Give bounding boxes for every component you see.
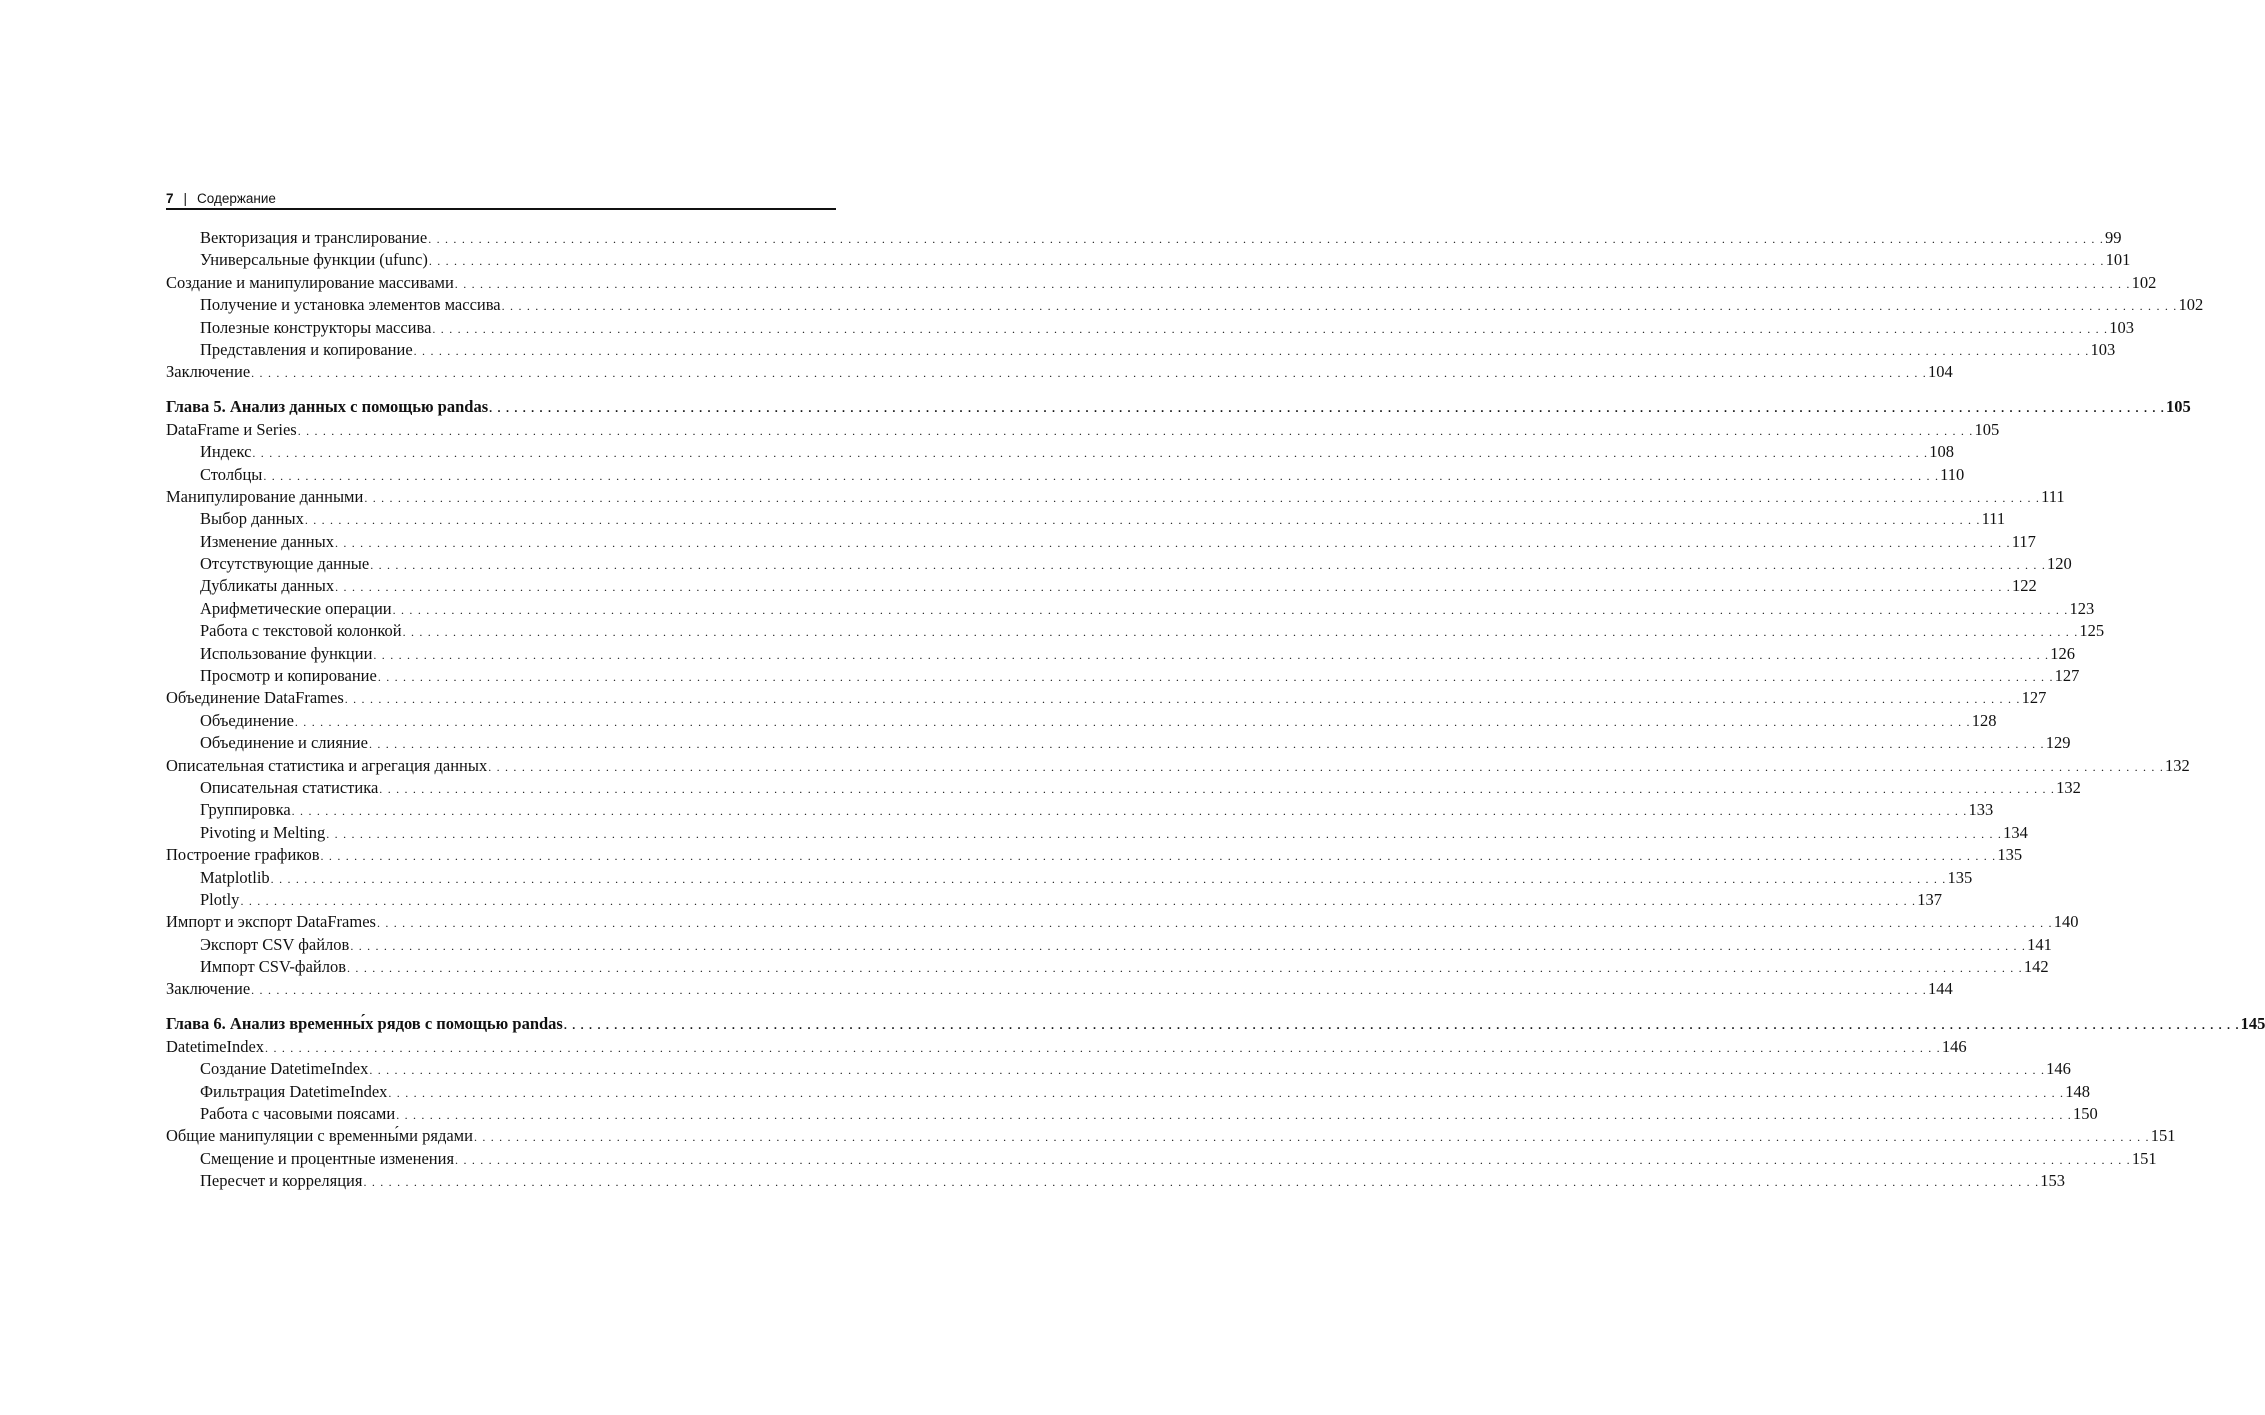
dot-leader: . . . . . . . . . . . . . . . . . . . . . . . . . . . . . . . . . . . . . . . . . . . . . . . . . . . . . . . . . . . . . . . . . . . . . . . . . . . . . . . . . . . . . . . . . . . . . . . . . . . . . . . . . . . . . . . . . . . . . . . . . . . . . . . . . . . . . . . . . . . . . . . . . . . . . . . . . . . . . . . . . . . . . . . . . . . . . . . . . . . . . . . . . . . . . . . . . . . . . . . . <box>347 961 2023 976</box>
toc-entry[interactable] <box>166 620 2105 642</box>
toc-entry[interactable] <box>166 419 2000 441</box>
dot-leader: . . . . . . . . . . . . . . . . . . . . . . . . . . . . . . . . . . . . . . . . . . . . . . . . . . . . . . . . . . . . . . . . . . . . . . . . . . . . . . . . . . . . . . . . . . . . . . . . . . . . . . . . . . . . . . . . . . . . . . . . . . . . . . . . . . . . . . . . . . . . . . . . . . . . . . . . . . . . . . . . . . . . . . . . . . . . . . . . . . . . . . . . . . . . . . . . . . . . . . . . <box>563 1018 2240 1033</box>
toc-entry[interactable] <box>166 777 2081 799</box>
toc-entry-page: 129 <box>2045 733 2071 753</box>
toc-entry[interactable] <box>166 531 2036 553</box>
toc-entry[interactable] <box>166 844 2023 866</box>
toc-entry-title: Заключение <box>166 979 251 999</box>
toc-entry-page: 101 <box>2105 250 2131 270</box>
toc-entry-title: Получение и установка элементов массива <box>200 295 501 315</box>
toc-entry[interactable] <box>166 1081 2090 1103</box>
toc-entry[interactable] <box>166 867 1973 889</box>
toc-entry-page: 137 <box>1917 889 1942 909</box>
toc-entry-title: Полезные конструкторы массива <box>200 317 432 337</box>
toc-entry-page: 144 <box>1927 979 1953 999</box>
toc-entry-page: 117 <box>2011 531 2036 551</box>
toc-entry-page: 126 <box>2050 643 2075 663</box>
toc-entry-page: 133 <box>1968 800 1994 820</box>
toc-entry-title: Дубликаты данных <box>200 576 335 596</box>
toc-entry[interactable] <box>166 687 2047 709</box>
toc-entry[interactable] <box>166 294 2204 316</box>
toc-entry-title: Общие манипуляции с временны́ми рядами <box>166 1126 473 1146</box>
toc-entry-page: 132 <box>2056 777 2081 797</box>
toc-entry-title: Арифметические операции <box>200 598 392 618</box>
toc-entry-title: Создание DatetimeIndex <box>200 1059 369 1079</box>
toc-entry-page: 146 <box>1941 1036 1967 1056</box>
toc-entry[interactable] <box>166 911 2079 933</box>
toc-entry[interactable] <box>166 227 2122 249</box>
toc-entry-page: 111 <box>2041 486 2065 506</box>
toc-entry-title: Индекс <box>200 442 252 462</box>
toc-entry[interactable] <box>166 1058 2071 1080</box>
toc-entry[interactable] <box>166 978 1953 1000</box>
dot-leader: . . . . . . . . . . . . . . . . . . . . . . . . . . . . . . . . . . . . . . . . . . . . . . . . . . . . . . . . . . . . . . . . . . . . . . . . . . . . . . . . . . . . . . . . . . . . . . . . . . . . . . . . . . . . . . . . . . . . . . . . . . . . . . . . . . . . . . . . . . . . . . . . . . . . . . . . . . . . . . . . . . . . . . . . . . . . . . . . . . . . . . . . . . . . . . . . . . . . . . . . <box>489 401 2165 416</box>
dot-leader: . . . . . . . . . . . . . . . . . . . . . . . . . . . . . . . . . . . . . . . . . . . . . . . . . . . . . . . . . . . . . . . . . . . . . . . . . . . . . . . . . . . . . . . . . . . . . . . . . . . . . . . . . . . . . . . . . . . . . . . . . . . . . . . . . . . . . . . . . . . . . . . . . . . . . . . . . . . . . . . . . . . . . . . . . . . . . . . . . . . . . . . . . . . . . . . . . . . . . . . . <box>326 826 2003 841</box>
toc-entry-title: Экспорт CSV файлов <box>200 934 350 954</box>
toc-entry-page: 134 <box>2003 822 2028 842</box>
toc-entry-page: 145 <box>2240 1014 2265 1034</box>
toc-entry-title: Манипулирование данными <box>166 486 364 506</box>
toc-entry-title: Описательная статистика и агрегация данных <box>166 755 488 775</box>
toc-entry[interactable] <box>166 339 2116 361</box>
toc-entry-page: 99 <box>2105 228 2122 247</box>
toc-entry-title: DataFrame и Series <box>166 419 297 439</box>
toc-entry-title: Работа с часовыми поясами <box>200 1104 396 1124</box>
toc-entry[interactable] <box>166 508 2006 530</box>
dot-leader: . . . . . . . . . . . . . . . . . . . . . . . . . . . . . . . . . . . . . . . . . . . . . . . . . . . . . . . . . . . . . . . . . . . . . . . . . . . . . . . . . . . . . . . . . . . . . . . . . . . . . . . . . . . . . . . . . . . . . . . . . . . . . . . . . . . . . . . . . . . . . . . . . . . . . . . . . . . . . . . . . . . . . . . . . . . . . . . . . . . . . . . . . . . . . . . . . . . . . . . . <box>334 535 2011 550</box>
toc-entry-title: Объединение <box>200 710 294 730</box>
dot-leader: . . . . . . . . . . . . . . . . . . . . . . . . . . . . . . . . . . . . . . . . . . . . . . . . . . . . . . . . . . . . . . . . . . . . . . . . . . . . . . . . . . . . . . . . . . . . . . . . . . . . . . . . . . . . . . . . . . . . . . . . . . . . . . . . . . . . . . . . . . . . . . . . . . . . . . . . . . . . . . . . . . . . . . . . . . . . . . . . . . . . . . . . . . . . . . . . . . . . . . . . <box>370 558 2047 573</box>
dot-leader: . . . . . . . . . . . . . . . . . . . . . . . . . . . . . . . . . . . . . . . . . . . . . . . . . . . . . . . . . . . . . . . . . . . . . . . . . . . . . . . . . . . . . . . . . . . . . . . . . . . . . . . . . . . . . . . . . . . . . . . . . . . . . . . . . . . . . . . . . . . . . . . . . . . . . . . . . . . . . . . . . . . . . . . . . . . . . . . . . . . . . . . . . . . . . . . . . . . . . . . . <box>402 625 2079 640</box>
header-separator: | <box>183 190 188 206</box>
dot-leader: . . . . . . . . . . . . . . . . . . . . . . . . . . . . . . . . . . . . . . . . . . . . . . . . . . . . . . . . . . . . . . . . . . . . . . . . . . . . . . . . . . . . . . . . . . . . . . . . . . . . . . . . . . . . . . . . . . . . . . . . . . . . . . . . . . . . . . . . . . . . . . . . . . . . . . . . . . . . . . . . . . . . . . . . . . . . . . . . . . . . . . . . . . . . . . . . . . . . . . . . <box>392 602 2069 617</box>
toc-entry-page: 151 <box>2150 1126 2176 1146</box>
toc-entry-title: Представления и копирование <box>200 339 413 359</box>
dot-leader: . . . . . . . . . . . . . . . . . . . . . . . . . . . . . . . . . . . . . . . . . . . . . . . . . . . . . . . . . . . . . . . . . . . . . . . . . . . . . . . . . . . . . . . . . . . . . . . . . . . . . . . . . . . . . . . . . . . . . . . . . . . . . . . . . . . . . . . . . . . . . . . . . . . . . . . . . . . . . . . . . . . . . . . . . . . . . . . . . . . . . . . . . . . . . . . . . . . . . . . . <box>396 1108 2072 1123</box>
toc-entry-page: 127 <box>2054 666 2080 686</box>
toc-entry[interactable] <box>166 710 1997 732</box>
dot-leader: . . . . . . . . . . . . . . . . . . . . . . . . . . . . . . . . . . . . . . . . . . . . . . . . . . . . . . . . . . . . . . . . . . . . . . . . . . . . . . . . . . . . . . . . . . . . . . . . . . . . . . . . . . . . . . . . . . . . . . . . . . . . . . . . . . . . . . . . . . . . . . . . . . . . . . . . . . . . . . . . . . . . . . . . . . . . . . . . . . . . . . . . . . . . . . . . . . . . . . . . <box>335 580 2011 595</box>
dot-leader: . . . . . . . . . . . . . . . . . . . . . . . . . . . . . . . . . . . . . . . . . . . . . . . . . . . . . . . . . . . . . . . . . . . . . . . . . . . . . . . . . . . . . . . . . . . . . . . . . . . . . . . . . . . . . . . . . . . . . . . . . . . . . . . . . . . . . . . . . . . . . . . . . . . . . . . . . . . . . . . . . . . . . . . . . . . . . . . . . . . . . . . . . . . . . . . . . . . . . . . . <box>297 423 1974 438</box>
toc-entry-page: 108 <box>1929 442 1954 462</box>
dot-leader: . . . . . . . . . . . . . . . . . . . . . . . . . . . . . . . . . . . . . . . . . . . . . . . . . . . . . . . . . . . . . . . . . . . . . . . . . . . . . . . . . . . . . . . . . . . . . . . . . . . . . . . . . . . . . . . . . . . . . . . . . . . . . . . . . . . . . . . . . . . . . . . . . . . . . . . . . . . . . . . . . . . . . . . . . . . . . . . . . . . . . . . . . . . . . . . . . . . . . . . . <box>376 916 2053 931</box>
dot-leader: . . . . . . . . . . . . . . . . . . . . . . . . . . . . . . . . . . . . . . . . . . . . . . . . . . . . . . . . . . . . . . . . . . . . . . . . . . . . . . . . . . . . . . . . . . . . . . . . . . . . . . . . . . . . . . . . . . . . . . . . . . . . . . . . . . . . . . . . . . . . . . . . . . . . . . . . . . . . . . . . . . . . . . . . . . . . . . . . . . . . . . . . . . . . . . . . . . . . . . . . <box>379 781 2056 796</box>
toc-entry-title: Изменение данных <box>200 531 334 551</box>
toc-entry-title: Глава 5. Анализ данных с помощью pandas <box>166 397 489 417</box>
toc-entry[interactable] <box>166 822 2028 844</box>
dot-leader: . . . . . . . . . . . . . . . . . . . . . . . . . . . . . . . . . . . . . . . . . . . . . . . . . . . . . . . . . . . . . . . . . . . . . . . . . . . . . . . . . . . . . . . . . . . . . . . . . . . . . . . . . . . . . . . . . . . . . . . . . . . . . . . . . . . . . . . . . . . . . . . . . . . . . . . . . . . . . . . . . . . . . . . . . . . . . . . . . . . . . . . . . . . . . . . . . . . . . . . . <box>488 759 2165 774</box>
toc-entry[interactable] <box>166 1103 2098 1125</box>
toc-entry[interactable] <box>166 732 2071 754</box>
toc-entry-page: 142 <box>2023 957 2049 977</box>
dot-leader: . . . . . . . . . . . . . . . . . . . . . . . . . . . . . . . . . . . . . . . . . . . . . . . . . . . . . . . . . . . . . . . . . . . . . . . . . . . . . . . . . . . . . . . . . . . . . . . . . . . . . . . . . . . . . . . . . . . . . . . . . . . . . . . . . . . . . . . . . . . . . . . . . . . . . . . . . . . . . . . . . . . . . . . . . . . . . . . . . . . . . . . . . . . . . . . . . . . . . . . . <box>320 849 1997 864</box>
toc-entry-page: 148 <box>2065 1081 2090 1101</box>
toc-entry-title: Векторизация и транслирование <box>200 228 428 247</box>
toc-entry-title: Заключение <box>166 362 251 382</box>
toc-entry-page: 135 <box>1947 867 1973 887</box>
toc-entry-page: 140 <box>2053 912 2079 932</box>
dot-leader: . . . . . . . . . . . . . . . . . . . . . . . . . . . . . . . . . . . . . . . . . . . . . . . . . . . . . . . . . . . . . . . . . . . . . . . . . . . . . . . . . . . . . . . . . . . . . . . . . . . . . . . . . . . . . . . . . . . . . . . . . . . . . . . . . . . . . . . . . . . . . . . . . . . . . . . . . . . . . . . . . . . . . . . . . . . . . . . . . . . . . . . . . . . . . . . . . . . . . . . . <box>304 513 1981 528</box>
toc-entry-page: 135 <box>1997 845 2023 865</box>
toc-entry-page: 146 <box>2046 1059 2071 1079</box>
dot-leader: . . . . . . . . . . . . . . . . . . . . . . . . . . . . . . . . . . . . . . . . . . . . . . . . . . . . . . . . . . . . . . . . . . . . . . . . . . . . . . . . . . . . . . . . . . . . . . . . . . . . . . . . . . . . . . . . . . . . . . . . . . . . . . . . . . . . . . . . . . . . . . . . . . . . . . . . . . . . . . . . . . . . . . . . . . . . . . . . . . . . . . . . . . . . . . . . . . . . . . . . <box>454 276 2131 291</box>
toc-entry-page: 105 <box>2165 397 2191 417</box>
toc-entry[interactable] <box>166 272 2157 294</box>
toc-entry-title: Объединение DataFrames <box>166 688 344 708</box>
toc-entry-title: Группировка <box>200 800 291 820</box>
dot-leader: . . . . . . . . . . . . . . . . . . . . . . . . . . . . . . . . . . . . . . . . . . . . . . . . . . . . . . . . . . . . . . . . . . . . . . . . . . . . . . . . . . . . . . . . . . . . . . . . . . . . . . . . . . . . . . . . . . . . . . . . . . . . . . . . . . . . . . . . . . . . . . . . . . . . . . . . . . . . . . . . . . . . . . . . . . . . . . . . . . . . . . . . . . . . . . . . . . . . . . . . <box>252 446 1929 461</box>
toc-entry[interactable] <box>166 1036 1967 1058</box>
toc-entry-page: 102 <box>2178 295 2204 315</box>
toc-entry-page: 132 <box>2165 755 2190 775</box>
toc-entry-title: Импорт CSV-файлов <box>200 957 347 977</box>
toc-entry-title: Смещение и процентные изменения <box>200 1148 455 1168</box>
toc-entry-page: 127 <box>2021 688 2047 708</box>
toc-entry-title: Построение графиков <box>166 845 320 865</box>
dot-leader: . . . . . . . . . . . . . . . . . . . . . . . . . . . . . . . . . . . . . . . . . . . . . . . . . . . . . . . . . . . . . . . . . . . . . . . . . . . . . . . . . . . . . . . . . . . . . . . . . . . . . . . . . . . . . . . . . . . . . . . . . . . . . . . . . . . . . . . . . . . . . . . . . . . . . . . . . . . . . . . . . . . . . . . . . . . . . . . . . . . . . . . . . . . . . . . . . . . . . . . . <box>363 1175 2040 1190</box>
dot-leader: . . . . . . . . . . . . . . . . . . . . . . . . . . . . . . . . . . . . . . . . . . . . . . . . . . . . . . . . . . . . . . . . . . . . . . . . . . . . . . . . . . . . . . . . . . . . . . . . . . . . . . . . . . . . . . . . . . . . . . . . . . . . . . . . . . . . . . . . . . . . . . . . . . . . . . . . . . . . . . . . . . . . . . . . . . . . . . . . . . . . . . . . . . . . . . . . . . . . . . . . <box>251 366 1927 381</box>
toc-entry-title: Выбор данных <box>200 509 304 529</box>
toc-entry[interactable] <box>166 486 2065 508</box>
toc-entry[interactable] <box>166 889 1942 911</box>
table-of-contents <box>166 227 2265 1193</box>
toc-entry-page: 141 <box>2027 934 2052 954</box>
toc-entry-title: Matplotlib <box>200 867 270 887</box>
dot-leader: . . . . . . . . . . . . . . . . . . . . . . . . . . . . . . . . . . . . . . . . . . . . . . . . . . . . . . . . . . . . . . . . . . . . . . . . . . . . . . . . . . . . . . . . . . . . . . . . . . . . . . . . . . . . . . . . . . . . . . . . . . . . . . . . . . . . . . . . . . . . . . . . . . . . . . . . . . . . . . . . . . . . . . . . . . . . . . . . . . . . . . . . . . . . . . . . . . . . . . . . <box>428 232 2105 246</box>
toc-entry-title: Универсальные функции (ufunc) <box>200 250 428 270</box>
dot-leader: . . . . . . . . . . . . . . . . . . . . . . . . . . . . . . . . . . . . . . . . . . . . . . . . . . . . . . . . . . . . . . . . . . . . . . . . . . . . . . . . . . . . . . . . . . . . . . . . . . . . . . . . . . . . . . . . . . . . . . . . . . . . . . . . . . . . . . . . . . . . . . . . . . . . . . . . . . . . . . . . . . . . . . . . . . . . . . . . . . . . . . . . . . . . . . . . . . . . . . . . <box>377 670 2054 685</box>
dot-leader: . . . . . . . . . . . . . . . . . . . . . . . . . . . . . . . . . . . . . . . . . . . . . . . . . . . . . . . . . . . . . . . . . . . . . . . . . . . . . . . . . . . . . . . . . . . . . . . . . . . . . . . . . . . . . . . . . . . . . . . . . . . . . . . . . . . . . . . . . . . . . . . . . . . . . . . . . . . . . . . . . . . . . . . . . . . . . . . . . . . . . . . . . . . . . . . . . . . . . . . . <box>344 692 2021 707</box>
toc-entry[interactable] <box>166 934 2052 956</box>
header-title: Содержание <box>197 190 276 206</box>
toc-entry[interactable] <box>166 553 2072 575</box>
toc-entry-title: Описательная статистика <box>200 777 379 797</box>
toc-entry[interactable] <box>166 575 2037 597</box>
dot-leader: . . . . . . . . . . . . . . . . . . . . . . . . . . . . . . . . . . . . . . . . . . . . . . . . . . . . . . . . . . . . . . . . . . . . . . . . . . . . . . . . . . . . . . . . . . . . . . . . . . . . . . . . . . . . . . . . . . . . . . . . . . . . . . . . . . . . . . . . . . . . . . . . . . . . . . . . . . . . . . . . . . . . . . . . . . . . . . . . . . . . . . . . . . . . . . . . . . . . . . . . <box>350 938 2027 953</box>
toc-entry-page: 104 <box>1927 362 1953 382</box>
dot-leader: . . . . . . . . . . . . . . . . . . . . . . . . . . . . . . . . . . . . . . . . . . . . . . . . . . . . . . . . . . . . . . . . . . . . . . . . . . . . . . . . . . . . . . . . . . . . . . . . . . . . . . . . . . . . . . . . . . . . . . . . . . . . . . . . . . . . . . . . . . . . . . . . . . . . . . . . . . . . . . . . . . . . . . . . . . . . . . . . . . . . . . . . . . . . . . . . . . . . . . . . <box>368 737 2045 752</box>
dot-leader: . . . . . . . . . . . . . . . . . . . . . . . . . . . . . . . . . . . . . . . . . . . . . . . . . . . . . . . . . . . . . . . . . . . . . . . . . . . . . . . . . . . . . . . . . . . . . . . . . . . . . . . . . . . . . . . . . . . . . . . . . . . . . . . . . . . . . . . . . . . . . . . . . . . . . . . . . . . . . . . . . . . . . . . . . . . . . . . . . . . . . . . . . . . . . . . . . . . . . . . . <box>388 1085 2065 1100</box>
toc-entry[interactable] <box>166 361 1953 383</box>
toc-entry[interactable] <box>166 249 2131 271</box>
toc-entry-page: 122 <box>2011 576 2037 596</box>
toc-entry[interactable] <box>166 1148 2157 1170</box>
dot-leader: . . . . . . . . . . . . . . . . . . . . . . . . . . . . . . . . . . . . . . . . . . . . . . . . . . . . . . . . . . . . . . . . . . . . . . . . . . . . . . . . . . . . . . . . . . . . . . . . . . . . . . . . . . . . . . . . . . . . . . . . . . . . . . . . . . . . . . . . . . . . . . . . . . . . . . . . . . . . . . . . . . . . . . . . . . . . . . . . . . . . . . . . . . . . . . . . . . . . . . . . <box>251 983 1927 998</box>
toc-entry-page: 103 <box>2109 317 2134 337</box>
dot-leader: . . . . . . . . . . . . . . . . . . . . . . . . . . . . . . . . . . . . . . . . . . . . . . . . . . . . . . . . . . . . . . . . . . . . . . . . . . . . . . . . . . . . . . . . . . . . . . . . . . . . . . . . . . . . . . . . . . . . . . . . . . . . . . . . . . . . . . . . . . . . . . . . . . . . . . . . . . . . . . . . . . . . . . . . . . . . . . . . . . . . . . . . . . . . . . . . . . . . . . . . <box>473 1130 2150 1145</box>
toc-entry-page: 110 <box>1940 464 1965 484</box>
toc-entry-page: 111 <box>1981 509 2006 529</box>
toc-entry-title: Столбцы <box>200 464 263 484</box>
toc-entry-page: 128 <box>1971 710 1997 730</box>
dot-leader: . . . . . . . . . . . . . . . . . . . . . . . . . . . . . . . . . . . . . . . . . . . . . . . . . . . . . . . . . . . . . . . . . . . . . . . . . . . . . . . . . . . . . . . . . . . . . . . . . . . . . . . . . . . . . . . . . . . . . . . . . . . . . . . . . . . . . . . . . . . . . . . . . . . . . . . . . . . . . . . . . . . . . . . . . . . . . . . . . . . . . . . . . . . . . . . . . . . . . . . . <box>294 714 1971 729</box>
toc-entry[interactable] <box>166 441 1954 463</box>
dot-leader: . . . . . . . . . . . . . . . . . . . . . . . . . . . . . . . . . . . . . . . . . . . . . . . . . . . . . . . . . . . . . . . . . . . . . . . . . . . . . . . . . . . . . . . . . . . . . . . . . . . . . . . . . . . . . . . . . . . . . . . . . . . . . . . . . . . . . . . . . . . . . . . . . . . . . . . . . . . . . . . . . . . . . . . . . . . . . . . . . . . . . . . . . . . . . . . . . . . . . . . . <box>263 468 1940 483</box>
toc-entry[interactable] <box>166 665 2080 687</box>
toc-entry-title: Просмотр и копирование <box>200 666 377 686</box>
dot-leader: . . . . . . . . . . . . . . . . . . . . . . . . . . . . . . . . . . . . . . . . . . . . . . . . . . . . . . . . . . . . . . . . . . . . . . . . . . . . . . . . . . . . . . . . . . . . . . . . . . . . . . . . . . . . . . . . . . . . . . . . . . . . . . . . . . . . . . . . . . . . . . . . . . . . . . . . . . . . . . . . . . . . . . . . . . . . . . . . . . . . . . . . . . . . . . . . . . . . . . . . <box>455 1152 2131 1167</box>
dot-leader: . . . . . . . . . . . . . . . . . . . . . . . . . . . . . . . . . . . . . . . . . . . . . . . . . . . . . . . . . . . . . . . . . . . . . . . . . . . . . . . . . . . . . . . . . . . . . . . . . . . . . . . . . . . . . . . . . . . . . . . . . . . . . . . . . . . . . . . . . . . . . . . . . . . . . . . . . . . . . . . . . . . . . . . . . . . . . . . . . . . . . . . . . . . . . . . . . . . . . . . . <box>373 647 2050 662</box>
toc-entry-title: Фильтрация DatetimeIndex <box>200 1081 388 1101</box>
toc-chapter-entry[interactable] <box>166 396 2191 418</box>
toc-entry[interactable] <box>166 643 2075 665</box>
running-header <box>166 188 836 210</box>
toc-entry-title: Объединение и слияние <box>200 733 368 753</box>
toc-entry[interactable] <box>166 799 1994 821</box>
toc-chapter-entry[interactable] <box>166 1013 2265 1035</box>
toc-entry[interactable] <box>166 956 2049 978</box>
toc-entry-title: Пересчет и корреляция <box>200 1171 363 1191</box>
toc-entry[interactable] <box>166 1125 2176 1147</box>
dot-leader: . . . . . . . . . . . . . . . . . . . . . . . . . . . . . . . . . . . . . . . . . . . . . . . . . . . . . . . . . . . . . . . . . . . . . . . . . . . . . . . . . . . . . . . . . . . . . . . . . . . . . . . . . . . . . . . . . . . . . . . . . . . . . . . . . . . . . . . . . . . . . . . . . . . . . . . . . . . . . . . . . . . . . . . . . . . . . . . . . . . . . . . . . . . . . . . . . . . . . . . . <box>291 804 1968 819</box>
toc-entry[interactable] <box>166 598 2095 620</box>
toc-entry-title: DatetimeIndex <box>166 1036 265 1056</box>
toc-entry-title: Использование функции <box>200 643 373 663</box>
toc-entry-page: 151 <box>2131 1148 2157 1168</box>
dot-leader: . . . . . . . . . . . . . . . . . . . . . . . . . . . . . . . . . . . . . . . . . . . . . . . . . . . . . . . . . . . . . . . . . . . . . . . . . . . . . . . . . . . . . . . . . . . . . . . . . . . . . . . . . . . . . . . . . . . . . . . . . . . . . . . . . . . . . . . . . . . . . . . . . . . . . . . . . . . . . . . . . . . . . . . . . . . . . . . . . . . . . . . . . . . . . . . . . . . . . . . . <box>369 1063 2046 1078</box>
toc-entry-page: 125 <box>2079 621 2105 641</box>
dot-leader: . . . . . . . . . . . . . . . . . . . . . . . . . . . . . . . . . . . . . . . . . . . . . . . . . . . . . . . . . . . . . . . . . . . . . . . . . . . . . . . . . . . . . . . . . . . . . . . . . . . . . . . . . . . . . . . . . . . . . . . . . . . . . . . . . . . . . . . . . . . . . . . . . . . . . . . . . . . . . . . . . . . . . . . . . . . . . . . . . . . . . . . . . . . . . . . . . . . . . . . . <box>413 343 2090 358</box>
toc-entry[interactable] <box>166 317 2134 339</box>
dot-leader: . . . . . . . . . . . . . . . . . . . . . . . . . . . . . . . . . . . . . . . . . . . . . . . . . . . . . . . . . . . . . . . . . . . . . . . . . . . . . . . . . . . . . . . . . . . . . . . . . . . . . . . . . . . . . . . . . . . . . . . . . . . . . . . . . . . . . . . . . . . . . . . . . . . . . . . . . . . . . . . . . . . . . . . . . . . . . . . . . . . . . . . . . . . . . . . . . . . . . . . . <box>501 299 2178 314</box>
toc-entry-title: Глава 6. Анализ временны́х рядов с помощью pandas <box>166 1014 563 1034</box>
toc-entry-page: 150 <box>2073 1104 2098 1124</box>
dot-leader: . . . . . . . . . . . . . . . . . . . . . . . . . . . . . . . . . . . . . . . . . . . . . . . . . . . . . . . . . . . . . . . . . . . . . . . . . . . . . . . . . . . . . . . . . . . . . . . . . . . . . . . . . . . . . . . . . . . . . . . . . . . . . . . . . . . . . . . . . . . . . . . . . . . . . . . . . . . . . . . . . . . . . . . . . . . . . . . . . . . . . . . . . . . . . . . . . . . . . . . . <box>428 254 2105 269</box>
page-number: 7 <box>166 190 174 206</box>
toc-entry-title: Создание и манипулирование массивами <box>166 272 454 292</box>
dot-leader: . . . . . . . . . . . . . . . . . . . . . . . . . . . . . . . . . . . . . . . . . . . . . . . . . . . . . . . . . . . . . . . . . . . . . . . . . . . . . . . . . . . . . . . . . . . . . . . . . . . . . . . . . . . . . . . . . . . . . . . . . . . . . . . . . . . . . . . . . . . . . . . . . . . . . . . . . . . . . . . . . . . . . . . . . . . . . . . . . . . . . . . . . . . . . . . . . . . . . . . . <box>364 490 2041 505</box>
toc-entry[interactable] <box>166 755 2190 777</box>
dot-leader: . . . . . . . . . . . . . . . . . . . . . . . . . . . . . . . . . . . . . . . . . . . . . . . . . . . . . . . . . . . . . . . . . . . . . . . . . . . . . . . . . . . . . . . . . . . . . . . . . . . . . . . . . . . . . . . . . . . . . . . . . . . . . . . . . . . . . . . . . . . . . . . . . . . . . . . . . . . . . . . . . . . . . . . . . . . . . . . . . . . . . . . . . . . . . . . . . . . . . . . . <box>270 871 1947 886</box>
dot-leader: . . . . . . . . . . . . . . . . . . . . . . . . . . . . . . . . . . . . . . . . . . . . . . . . . . . . . . . . . . . . . . . . . . . . . . . . . . . . . . . . . . . . . . . . . . . . . . . . . . . . . . . . . . . . . . . . . . . . . . . . . . . . . . . . . . . . . . . . . . . . . . . . . . . . . . . . . . . . . . . . . . . . . . . . . . . . . . . . . . . . . . . . . . . . . . . . . . . . . . . . <box>432 321 2109 336</box>
dot-leader: . . . . . . . . . . . . . . . . . . . . . . . . . . . . . . . . . . . . . . . . . . . . . . . . . . . . . . . . . . . . . . . . . . . . . . . . . . . . . . . . . . . . . . . . . . . . . . . . . . . . . . . . . . . . . . . . . . . . . . . . . . . . . . . . . . . . . . . . . . . . . . . . . . . . . . . . . . . . . . . . . . . . . . . . . . . . . . . . . . . . . . . . . . . . . . . . . . . . . . . . <box>265 1040 1941 1055</box>
toc-entry-title: Plotly <box>200 889 240 909</box>
toc-entry-page: 105 <box>1974 419 2000 439</box>
toc-entry-title: Импорт и экспорт DataFrames <box>166 912 376 932</box>
toc-entry-title: Работа с текстовой колонкой <box>200 621 402 641</box>
toc-entry-title: Отсутствующие данные <box>200 554 370 574</box>
toc-entry-page: 103 <box>2090 339 2116 359</box>
toc-entry[interactable] <box>166 464 1965 486</box>
toc-entry-title: Pivoting и Melting <box>200 822 326 842</box>
toc-entry-page: 153 <box>2040 1171 2066 1191</box>
toc-entry[interactable] <box>166 1170 2066 1192</box>
dot-leader: . . . . . . . . . . . . . . . . . . . . . . . . . . . . . . . . . . . . . . . . . . . . . . . . . . . . . . . . . . . . . . . . . . . . . . . . . . . . . . . . . . . . . . . . . . . . . . . . . . . . . . . . . . . . . . . . . . . . . . . . . . . . . . . . . . . . . . . . . . . . . . . . . . . . . . . . . . . . . . . . . . . . . . . . . . . . . . . . . . . . . . . . . . . . . . . . . . . . . . . . <box>240 893 1917 908</box>
toc-entry-page: 120 <box>2047 554 2072 574</box>
toc-entry-page: 102 <box>2131 272 2157 292</box>
toc-entry-page: 123 <box>2069 598 2095 618</box>
